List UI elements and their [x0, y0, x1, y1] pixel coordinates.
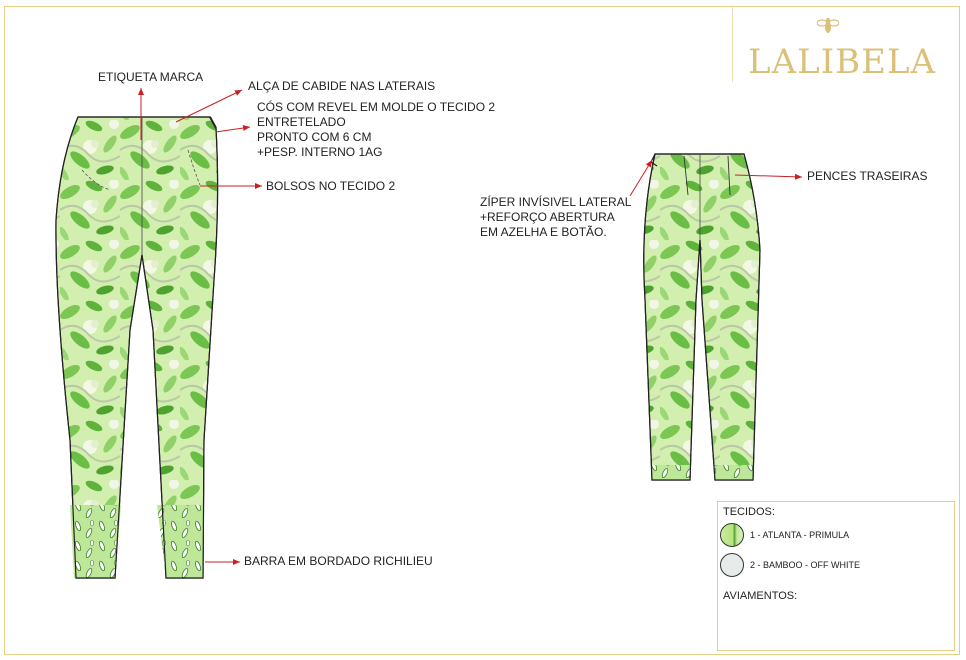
cos-label-line1: CÓS COM REVEL EM MOLDE O TECIDO 2	[257, 100, 496, 114]
cos-label-line3: PRONTO COM 6 CM	[257, 130, 372, 144]
back-view-pants	[644, 154, 760, 480]
bolsos-label: BOLSOS NO TECIDO 2	[266, 179, 396, 193]
cos-label-line2: ENTRETELADO	[257, 115, 346, 129]
fabric-item-1	[720, 522, 849, 548]
front-view-pants	[56, 117, 218, 578]
fabrics-box	[717, 501, 955, 651]
fabric-item-2	[720, 552, 860, 578]
alca-label: ALÇA DE CABIDE NAS LATERAIS	[248, 79, 436, 93]
pences-label: PENCES TRASEIRAS	[807, 169, 928, 183]
fabric-swatch-atlanta	[720, 523, 744, 547]
fabric-label-1: 1 - ATLANTA - PRIMULA	[750, 530, 850, 540]
brand-logo-text: LALIBELA	[748, 42, 937, 82]
cos-label-line4: +PESP. INTERNO 1AG	[257, 145, 383, 159]
barra-label: BARRA EM BORDADO RICHILIEU	[244, 554, 433, 568]
fabric-label-2: 2 - BAMBOO - OFF WHITE	[750, 560, 860, 570]
etiqueta-label: ETIQUETA MARCA	[98, 70, 204, 84]
fabric-swatch-bamboo	[720, 553, 744, 577]
ziper-label-line2: +REFORÇO ABERTURA	[480, 210, 615, 224]
fabrics-title: TECIDOS:	[723, 506, 775, 518]
ziper-label-line3: EM AZELHA E BOTÃO.	[480, 225, 607, 239]
aviamentos-title: AVIAMENTOS:	[723, 590, 798, 602]
ziper-label-line1: ZÍPER INVÍSIVEL LATERAL	[480, 195, 632, 209]
